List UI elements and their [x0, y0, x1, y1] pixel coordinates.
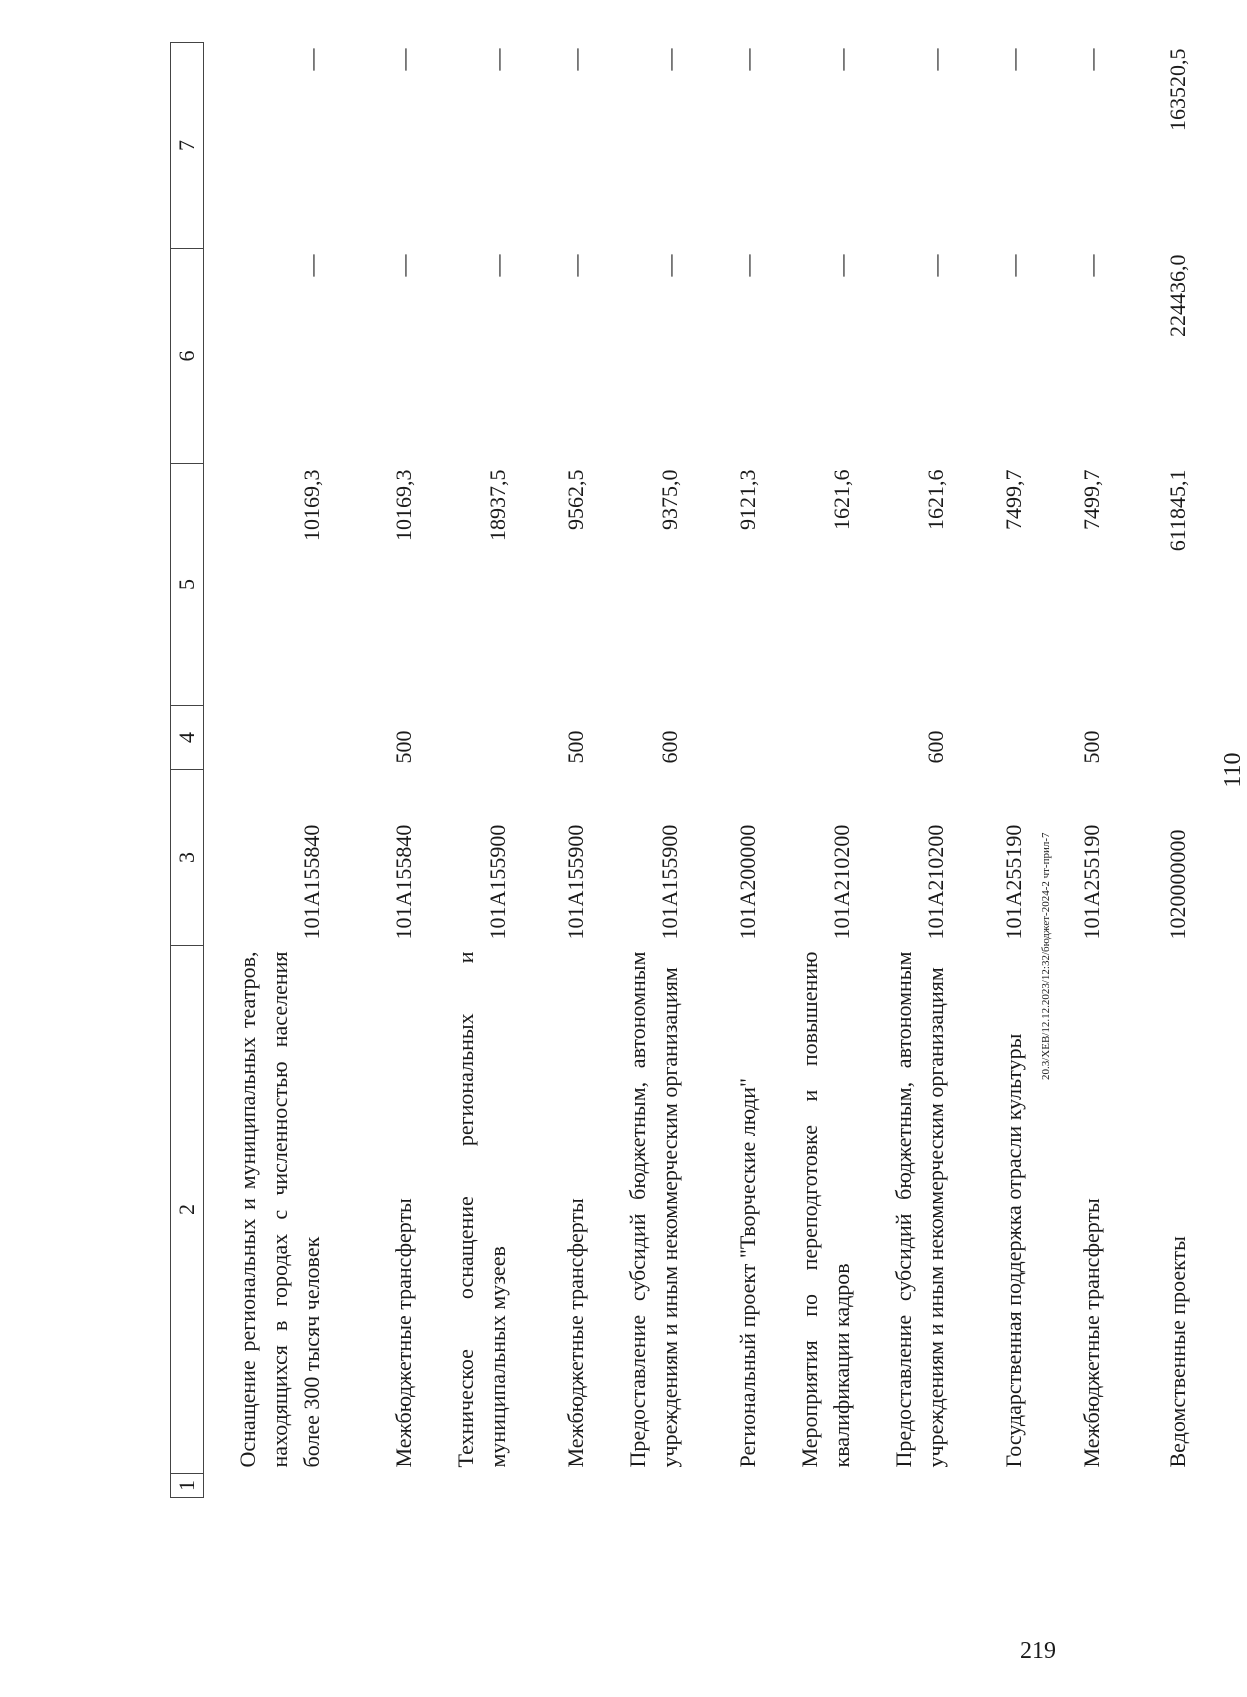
row-amount-col5: 611845,1 — [1165, 469, 1190, 552]
row-amount-col7: — — [299, 48, 324, 71]
row-target-code: 1020000000 — [1165, 829, 1190, 940]
row-target-code: 101A255190 — [1079, 824, 1104, 940]
table-row — [204, 43, 333, 1498]
row-number — [424, 1474, 518, 1498]
row-amount-col6: — — [299, 254, 324, 277]
row-description: Межбюджетные трансферты — [391, 1198, 416, 1468]
row-amount-col5: 18937,5 — [485, 469, 510, 541]
row-amount-col5: 1621,6 — [923, 469, 948, 530]
row-target-code: 101A155900 — [563, 824, 588, 940]
row-amount-col6: 224436,0 — [1165, 254, 1190, 337]
header-col-5: 5 — [171, 464, 204, 706]
header-col-6: 6 — [171, 249, 204, 464]
sheet-number: 219 — [1020, 1638, 1056, 1664]
row-expense-type: 600 — [923, 730, 948, 764]
row-number — [956, 1474, 1034, 1498]
row-amount-col6: — — [1079, 254, 1104, 277]
row-number — [690, 1474, 768, 1498]
row-amount-col6: — — [657, 254, 682, 277]
rotated-table-sheet — [170, 20, 1246, 1520]
row-number — [518, 1474, 596, 1498]
row-amount-col7: — — [735, 48, 760, 71]
header-col-7: 7 — [171, 43, 204, 249]
table-row — [1112, 43, 1198, 1498]
row-amount-col6: — — [485, 254, 510, 277]
row-expense-type — [768, 706, 862, 770]
row-description: Государственная поддержка отрасли культуры — [1001, 1033, 1026, 1468]
row-amount-col6: — — [735, 254, 760, 277]
row-description: Оснащение региональных и муниципальных театров, находящихся в городах с численностью населения более 300 тысяч человек — [235, 951, 324, 1468]
row-amount-col7: — — [563, 48, 588, 71]
row-amount-col7: — — [485, 48, 510, 71]
row-description: Региональный проект "Творческие люди" — [735, 1077, 760, 1468]
row-target-code: 101A155840 — [299, 824, 324, 940]
header-col-1: 1 — [171, 1474, 204, 1498]
table-row — [690, 43, 768, 1498]
row-amount-col7: — — [923, 48, 948, 71]
row-target-code: 101A155900 — [657, 824, 682, 940]
row-amount-col5: 9375,0 — [657, 469, 682, 530]
header-col-3: 3 — [171, 770, 204, 946]
table-row — [768, 43, 862, 1498]
table-row — [424, 43, 518, 1498]
row-expense-type: 500 — [1079, 730, 1104, 764]
row-expense-type — [424, 706, 518, 770]
row-amount-col7: — — [829, 48, 854, 71]
row-expense-type: 600 — [657, 730, 682, 764]
row-amount-col5: 9121,3 — [735, 469, 760, 530]
row-number — [596, 1474, 690, 1498]
header-col-4: 4 — [171, 706, 204, 770]
row-expense-type — [956, 706, 1034, 770]
table-header-row — [171, 43, 204, 1498]
row-description: Предоставление субсидий бюджетным, автономным учреждениям и иным некоммерческим организациям — [625, 951, 682, 1468]
row-target-code: 101A155900 — [485, 824, 510, 940]
row-target-code: 101A155840 — [391, 824, 416, 940]
row-target-code: 101A210200 — [829, 824, 854, 940]
table-row — [518, 43, 596, 1498]
row-description: Мероприятия по переподготовке и повышению квалификации кадров — [797, 951, 854, 1468]
document-footer-code: 20.3/ХЕВ/12.12.2023/12:32/бюджет-2024-2 чт-прил-7 — [1040, 832, 1052, 1080]
table-row — [332, 43, 424, 1498]
row-amount-col6: — — [829, 254, 854, 277]
row-description: Межбюджетные трансферты — [563, 1198, 588, 1468]
row-description: Межбюджетные трансферты — [1079, 1198, 1104, 1468]
row-expense-type: 500 — [391, 730, 416, 764]
row-number — [862, 1474, 956, 1498]
row-amount-col5: 9562,5 — [563, 469, 588, 530]
row-amount-col5: 7499,7 — [1079, 469, 1104, 530]
row-amount-col5: 1621,6 — [829, 469, 854, 530]
row-amount-col6: — — [1001, 254, 1026, 277]
row-number — [332, 1474, 424, 1498]
header-col-2: 2 — [171, 946, 204, 1474]
row-description: Техническое оснащение региональных и муниципальных музеев — [453, 951, 510, 1468]
row-number — [1112, 1474, 1198, 1498]
row-number — [1034, 1474, 1112, 1498]
row-amount-col7: — — [1001, 48, 1026, 71]
row-description: Ведомственные проекты — [1165, 1236, 1190, 1468]
row-expense-type: 500 — [563, 730, 588, 764]
row-description: Предоставление субсидий бюджетным, автономным учреждениям и иным некоммерческим организациям — [891, 951, 948, 1468]
row-target-code: 101A200000 — [735, 824, 760, 940]
row-expense-type — [1112, 706, 1198, 770]
row-expense-type — [690, 706, 768, 770]
row-amount-col6: — — [923, 254, 948, 277]
row-amount-col5: 10169,3 — [299, 469, 324, 541]
row-number — [204, 1474, 333, 1498]
row-target-code: 101A255190 — [1001, 824, 1026, 940]
row-number — [768, 1474, 862, 1498]
table-row — [956, 43, 1034, 1498]
row-amount-col7: — — [391, 48, 416, 71]
row-amount-col7: — — [657, 48, 682, 71]
page-number: 110 — [1220, 752, 1246, 788]
row-expense-type — [204, 706, 333, 770]
row-amount-col7: 163520,5 — [1165, 48, 1190, 131]
row-amount-col5: 7499,7 — [1001, 469, 1026, 530]
row-amount-col5: 10169,3 — [391, 469, 416, 541]
row-amount-col6: — — [563, 254, 588, 277]
row-amount-col6: — — [391, 254, 416, 277]
table-row — [862, 43, 956, 1498]
table-row — [596, 43, 690, 1498]
row-amount-col7: — — [1079, 48, 1104, 71]
row-target-code: 101A210200 — [923, 824, 948, 940]
